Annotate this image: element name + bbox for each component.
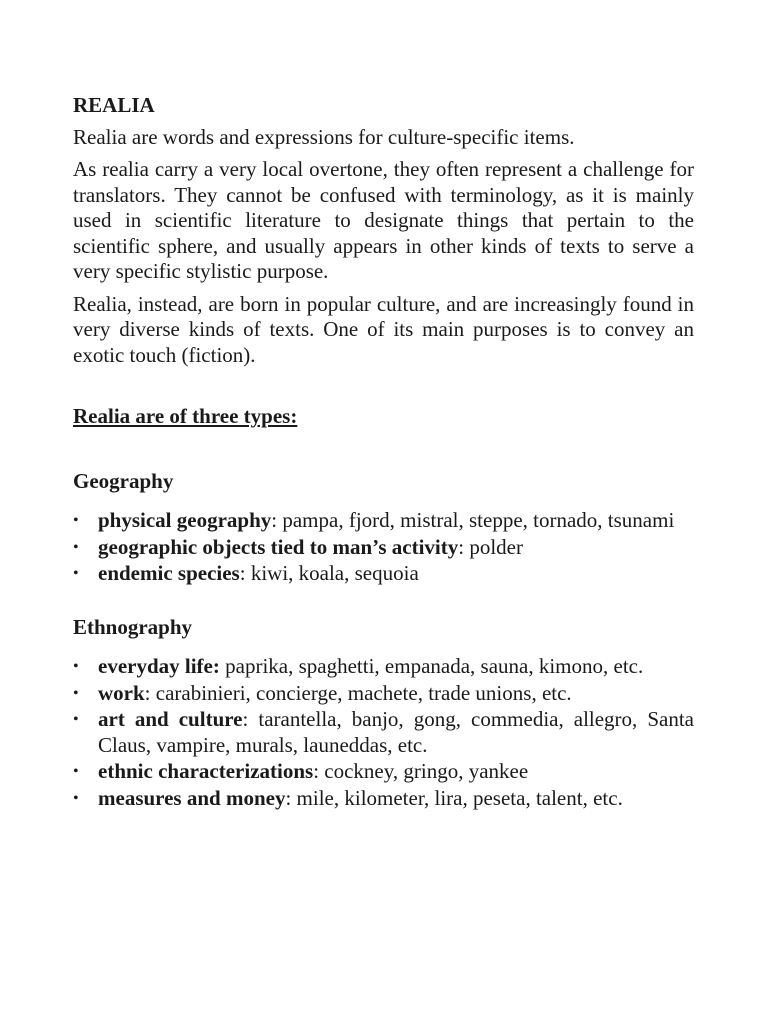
list-item-text: : carabinieri, concierge, machete, trade unions, etc. <box>144 680 572 705</box>
list-item <box>73 508 694 534</box>
types-heading: Realia are of three types: <box>73 404 298 428</box>
list-item <box>73 654 694 680</box>
geography-list <box>73 508 694 587</box>
list-item-text: : polder <box>458 534 523 559</box>
document-page <box>73 93 694 812</box>
list-item-term: endemic species <box>98 561 240 585</box>
bullet-icon: • <box>73 658 79 675</box>
list-item <box>73 561 694 587</box>
ethnography-list <box>73 654 694 811</box>
bullet-icon: • <box>73 538 79 556</box>
list-item-term: ethnic characterizations <box>98 759 314 783</box>
bullet-icon: • <box>73 711 79 728</box>
bullet-icon: • <box>73 565 79 582</box>
bullet-icon: • <box>73 763 79 780</box>
list-item <box>73 786 694 812</box>
list-item <box>73 535 694 561</box>
intro-paragraph: Realia are words and expressions for culture-specific items. <box>73 124 575 149</box>
bullet-icon: • <box>73 684 79 702</box>
list-item-term: work <box>98 680 145 705</box>
list-item-text: : kiwi, koala, sequoia <box>239 561 419 585</box>
overtone-paragraph: As realia carry a very local overtone, they often represent a challenge for translators. They cannot be confused with terminology, as it is mainly used in scientific literature to designate things that pertain to the scientific sphere, and usually appears in other kinds of texts to serve a very specific stylistic purpose. <box>73 157 694 283</box>
list-item <box>73 681 694 707</box>
list-item <box>73 707 694 758</box>
list-item-term: physical geography <box>98 508 272 532</box>
list-item-term: art and culture <box>98 707 243 731</box>
list-item-term: measures and money <box>98 785 286 810</box>
list-item-text: : pampa, fjord, mistral, steppe, tornado, tsunami <box>271 508 675 532</box>
list-item-text: : tarantella, banjo, gong, commedia, allegro, Santa Claus, vampire, murals, launeddas, etc. <box>98 707 694 757</box>
list-item <box>73 759 694 785</box>
list-item-term: geographic objects tied to man’s activity <box>98 534 459 559</box>
list-item-text: paprika, spaghetti, empanada, sauna, kimono, etc. <box>219 654 644 678</box>
geography-heading: Geography <box>73 468 174 493</box>
popular-culture-paragraph: Realia, instead, are born in popular culture, and are increasingly found in very diverse kinds of texts. One of its main purposes is to convey an exotic touch (fiction). <box>73 291 694 367</box>
list-item-text: : mile, kilometer, lira, peseta, talent, etc. <box>285 785 623 810</box>
bullet-icon: • <box>73 512 79 529</box>
list-item-text: : cockney, gringo, yankee <box>313 759 529 783</box>
list-item-term: everyday life: <box>98 654 220 678</box>
document-title: REALIA <box>73 93 155 117</box>
ethnography-heading: Ethnography <box>73 614 193 639</box>
bullet-icon: • <box>73 789 79 807</box>
